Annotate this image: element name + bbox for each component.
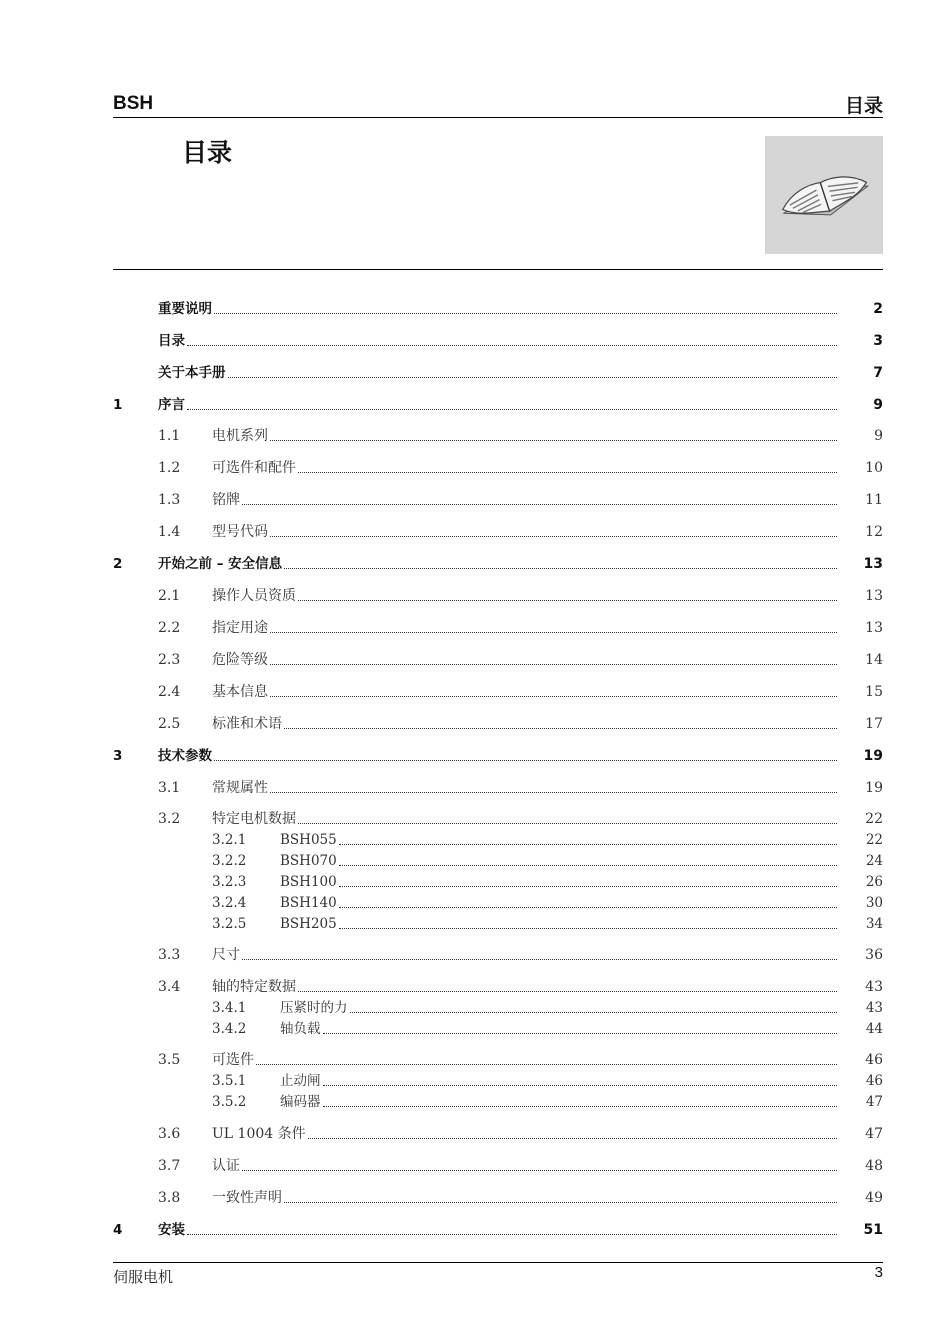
toc-entry[interactable] bbox=[0, 1156, 950, 1176]
toc-entry[interactable] bbox=[0, 778, 950, 798]
toc-leader-dots bbox=[270, 664, 837, 665]
toc-entry-number: 3.4.2 bbox=[212, 1021, 247, 1037]
toc-entry-number: 4 bbox=[113, 1222, 123, 1238]
toc-entry-title: 关于本手册 bbox=[158, 365, 226, 381]
footer-rule bbox=[113, 1262, 883, 1263]
footer-page-number: 3 bbox=[874, 1264, 883, 1281]
toc-leader-dots bbox=[323, 1106, 838, 1107]
toc-entry-title: 可选件 bbox=[212, 1052, 254, 1068]
toc-entry-title: UL 1004 条件 bbox=[212, 1126, 306, 1142]
toc-entry[interactable] bbox=[0, 914, 950, 934]
toc-entry-page: 46 bbox=[865, 1052, 883, 1068]
toc-entry-number: 3.2.2 bbox=[212, 853, 247, 869]
toc-entry-title: 认证 bbox=[212, 1158, 240, 1174]
toc-leader-dots bbox=[284, 568, 837, 569]
toc-entry[interactable] bbox=[0, 851, 950, 871]
toc-entry[interactable] bbox=[0, 830, 950, 850]
toc-leader-dots bbox=[323, 1085, 838, 1086]
toc-entry-number: 1.4 bbox=[158, 524, 181, 540]
toc-entry-title: 一致性声明 bbox=[212, 1190, 282, 1206]
toc-entry[interactable] bbox=[0, 1220, 950, 1240]
toc-entry-number: 3.1 bbox=[158, 780, 181, 796]
toc-entry-number: 3.4.1 bbox=[212, 1000, 247, 1016]
toc-entry-page: 13 bbox=[865, 588, 883, 604]
toc-entry-number: 3.2 bbox=[158, 811, 181, 827]
toc-entry-title: 重要说明 bbox=[158, 301, 212, 317]
toc-entry-title: 轴的特定数据 bbox=[212, 979, 296, 995]
toc-entry-page: 46 bbox=[865, 1073, 883, 1089]
toc-entry-title: BSH100 bbox=[280, 874, 337, 890]
toc-entry[interactable] bbox=[0, 893, 950, 913]
toc-leader-dots bbox=[228, 377, 838, 378]
toc-entry-page: 15 bbox=[865, 684, 883, 700]
toc-entry-title: 型号代码 bbox=[212, 524, 268, 540]
toc-entry-title: 目录 bbox=[158, 333, 185, 349]
toc-entry-title: BSH140 bbox=[280, 895, 337, 911]
toc-entry-page: 13 bbox=[865, 620, 883, 636]
toc-leader-dots bbox=[242, 959, 837, 960]
toc-entry[interactable] bbox=[0, 746, 950, 766]
toc-leader-dots bbox=[350, 1012, 838, 1013]
toc-leader-dots bbox=[242, 1170, 837, 1171]
toc-entry-title: 压紧时的力 bbox=[280, 1000, 348, 1016]
toc-entry-number: 3.3 bbox=[158, 947, 181, 963]
toc-entry-page: 11 bbox=[865, 492, 883, 508]
toc-entry-number: 1.3 bbox=[158, 492, 181, 508]
toc-leader-dots bbox=[187, 1234, 837, 1235]
toc-entry-number: 3.2.4 bbox=[212, 895, 247, 911]
toc-entry[interactable] bbox=[0, 395, 950, 415]
toc-leader-dots bbox=[270, 440, 837, 441]
toc-entry-page: 47 bbox=[865, 1126, 883, 1142]
toc-entry-title: 可选件和配件 bbox=[212, 460, 296, 476]
toc-entry[interactable] bbox=[0, 1092, 950, 1112]
toc-entry-title: 基本信息 bbox=[212, 684, 268, 700]
toc-entry-title: 开始之前 – 安全信息 bbox=[158, 556, 283, 572]
toc-entry-page: 24 bbox=[865, 853, 883, 869]
toc-entry-number: 3.2.1 bbox=[212, 832, 247, 848]
toc-entry-page: 3 bbox=[873, 333, 883, 349]
toc-entry-page: 9 bbox=[873, 397, 883, 413]
toc-entry-title: 轴负载 bbox=[280, 1021, 321, 1037]
toc-entry-page: 22 bbox=[865, 811, 883, 827]
toc-entry[interactable] bbox=[0, 490, 950, 510]
toc-entry-number: 3.5 bbox=[158, 1052, 181, 1068]
toc-entry-number: 2 bbox=[113, 556, 123, 572]
toc-entry-number: 3.5.1 bbox=[212, 1073, 247, 1089]
toc-entry-title: 标准和术语 bbox=[212, 716, 282, 732]
toc-entry-number: 2.5 bbox=[158, 716, 181, 732]
toc-entry[interactable] bbox=[0, 458, 950, 478]
toc-entry-page: 19 bbox=[863, 748, 883, 764]
toc-entry-title: BSH070 bbox=[280, 853, 337, 869]
toc-entry[interactable] bbox=[0, 682, 950, 702]
toc-entry-number: 3.5.2 bbox=[212, 1094, 247, 1110]
toc-leader-dots bbox=[187, 409, 837, 410]
toc-entry-page: 34 bbox=[865, 916, 883, 932]
toc-entry-title: 常规属性 bbox=[212, 780, 268, 796]
toc-entry-page: 14 bbox=[865, 652, 883, 668]
page-title: 目录 bbox=[182, 138, 233, 167]
toc-leader-dots bbox=[284, 728, 837, 729]
toc-leader-dots bbox=[214, 313, 837, 314]
toc-leader-dots bbox=[298, 823, 837, 824]
toc-leader-dots bbox=[270, 792, 837, 793]
toc-entry-number: 2.4 bbox=[158, 684, 181, 700]
toc-leader-dots bbox=[270, 696, 837, 697]
toc-entry-title: 铭牌 bbox=[212, 492, 240, 508]
toc-entry[interactable] bbox=[0, 977, 950, 997]
toc-entry[interactable] bbox=[0, 522, 950, 542]
toc-entry-title: 特定电机数据 bbox=[212, 811, 296, 827]
toc-leader-dots bbox=[242, 504, 837, 505]
toc-entry-title: 序言 bbox=[158, 397, 185, 413]
toc-leader-dots bbox=[339, 928, 837, 929]
toc-entry[interactable] bbox=[0, 650, 950, 670]
toc-entry[interactable] bbox=[0, 426, 950, 446]
toc-entry-title: 指定用途 bbox=[212, 620, 268, 636]
toc-entry-number: 1.2 bbox=[158, 460, 181, 476]
toc-entry-page: 9 bbox=[874, 428, 883, 444]
toc-entry-page: 51 bbox=[863, 1222, 883, 1238]
toc-entry-page: 22 bbox=[865, 832, 883, 848]
toc-entry[interactable] bbox=[0, 998, 950, 1018]
toc-entry-number: 2.1 bbox=[158, 588, 181, 604]
toc-leader-dots bbox=[284, 1202, 837, 1203]
toc-entry-number: 2.3 bbox=[158, 652, 181, 668]
toc-entry-number: 3.2.5 bbox=[212, 916, 247, 932]
toc-leader-dots bbox=[339, 886, 837, 887]
toc-entry-page: 43 bbox=[865, 979, 883, 995]
toc-entry-title: 危险等级 bbox=[212, 652, 268, 668]
toc-entry-number: 3.7 bbox=[158, 1158, 181, 1174]
toc-leader-dots bbox=[339, 907, 837, 908]
toc-entry-page: 48 bbox=[865, 1158, 883, 1174]
toc-entry-title: 电机系列 bbox=[212, 428, 268, 444]
toc-entry-page: 10 bbox=[865, 460, 883, 476]
toc-leader-dots bbox=[256, 1064, 837, 1065]
toc-entry-title: 技术参数 bbox=[158, 748, 212, 764]
footer-document-title: 伺服电机 bbox=[113, 1268, 174, 1286]
toc-entry[interactable] bbox=[0, 299, 950, 319]
toc-entry-number: 3.6 bbox=[158, 1126, 181, 1142]
toc-entry[interactable] bbox=[0, 945, 950, 965]
header-brand: BSH bbox=[113, 93, 154, 114]
toc-entry-title: 尺寸 bbox=[212, 947, 240, 963]
toc-entry[interactable] bbox=[0, 586, 950, 606]
toc-leader-dots bbox=[323, 1033, 838, 1034]
toc-entry-page: 47 bbox=[865, 1094, 883, 1110]
toc-entry-page: 13 bbox=[863, 556, 883, 572]
toc-entry-title: BSH055 bbox=[280, 832, 337, 848]
toc-entry-page: 49 bbox=[865, 1190, 883, 1206]
toc-entry[interactable] bbox=[0, 331, 950, 351]
toc-leader-dots bbox=[270, 632, 837, 633]
toc-entry-title: 止动闸 bbox=[280, 1073, 321, 1089]
toc-leader-dots bbox=[214, 760, 837, 761]
toc-entry-number: 1 bbox=[113, 397, 123, 413]
toc-entry[interactable] bbox=[0, 809, 950, 829]
toc-entry-number: 1.1 bbox=[158, 428, 181, 444]
header-section-title: 目录 bbox=[844, 95, 883, 117]
toc-entry-page: 43 bbox=[865, 1000, 883, 1016]
toc-entry-number: 3.4 bbox=[158, 979, 181, 995]
toc-entry-page: 17 bbox=[865, 716, 883, 732]
toc-entry[interactable] bbox=[0, 1188, 950, 1208]
toc-entry-page: 30 bbox=[865, 895, 883, 911]
toc-entry-number: 3 bbox=[113, 748, 123, 764]
toc-entry-page: 26 bbox=[865, 874, 883, 890]
toc-entry-number: 3.8 bbox=[158, 1190, 181, 1206]
toc-entry-page: 2 bbox=[873, 301, 883, 317]
toc-entry[interactable] bbox=[0, 363, 950, 383]
toc-entry-number: 3.2.3 bbox=[212, 874, 247, 890]
toc-entry-page: 44 bbox=[865, 1021, 883, 1037]
toc-entry-title: 操作人员资质 bbox=[212, 588, 296, 604]
toc-entry[interactable] bbox=[0, 714, 950, 734]
toc-entry[interactable] bbox=[0, 1019, 950, 1039]
toc-entry[interactable] bbox=[0, 618, 950, 638]
toc-leader-dots bbox=[298, 600, 837, 601]
toc-entry[interactable] bbox=[0, 1071, 950, 1091]
toc-leader-dots bbox=[298, 991, 837, 992]
toc-leader-dots bbox=[339, 865, 837, 866]
toc-entry-title: 安装 bbox=[158, 1222, 185, 1238]
toc-entry-title: BSH205 bbox=[280, 916, 337, 932]
toc-leader-dots bbox=[298, 472, 837, 473]
toc-entry[interactable] bbox=[0, 872, 950, 892]
toc-entry-title: 编码器 bbox=[280, 1094, 321, 1110]
toc-leader-dots bbox=[270, 536, 837, 537]
toc-leader-dots bbox=[187, 345, 837, 346]
toc-leader-dots bbox=[308, 1138, 837, 1139]
toc-entry[interactable] bbox=[0, 1124, 950, 1144]
toc-entry-page: 36 bbox=[865, 947, 883, 963]
toc-entry-page: 19 bbox=[865, 780, 883, 796]
toc-entry[interactable] bbox=[0, 1050, 950, 1070]
toc-entry-page: 7 bbox=[873, 365, 883, 381]
toc-entry-number: 2.2 bbox=[158, 620, 181, 636]
toc-entry-page: 12 bbox=[865, 524, 883, 540]
toc-entry[interactable] bbox=[0, 554, 950, 574]
toc-leader-dots bbox=[339, 844, 837, 845]
